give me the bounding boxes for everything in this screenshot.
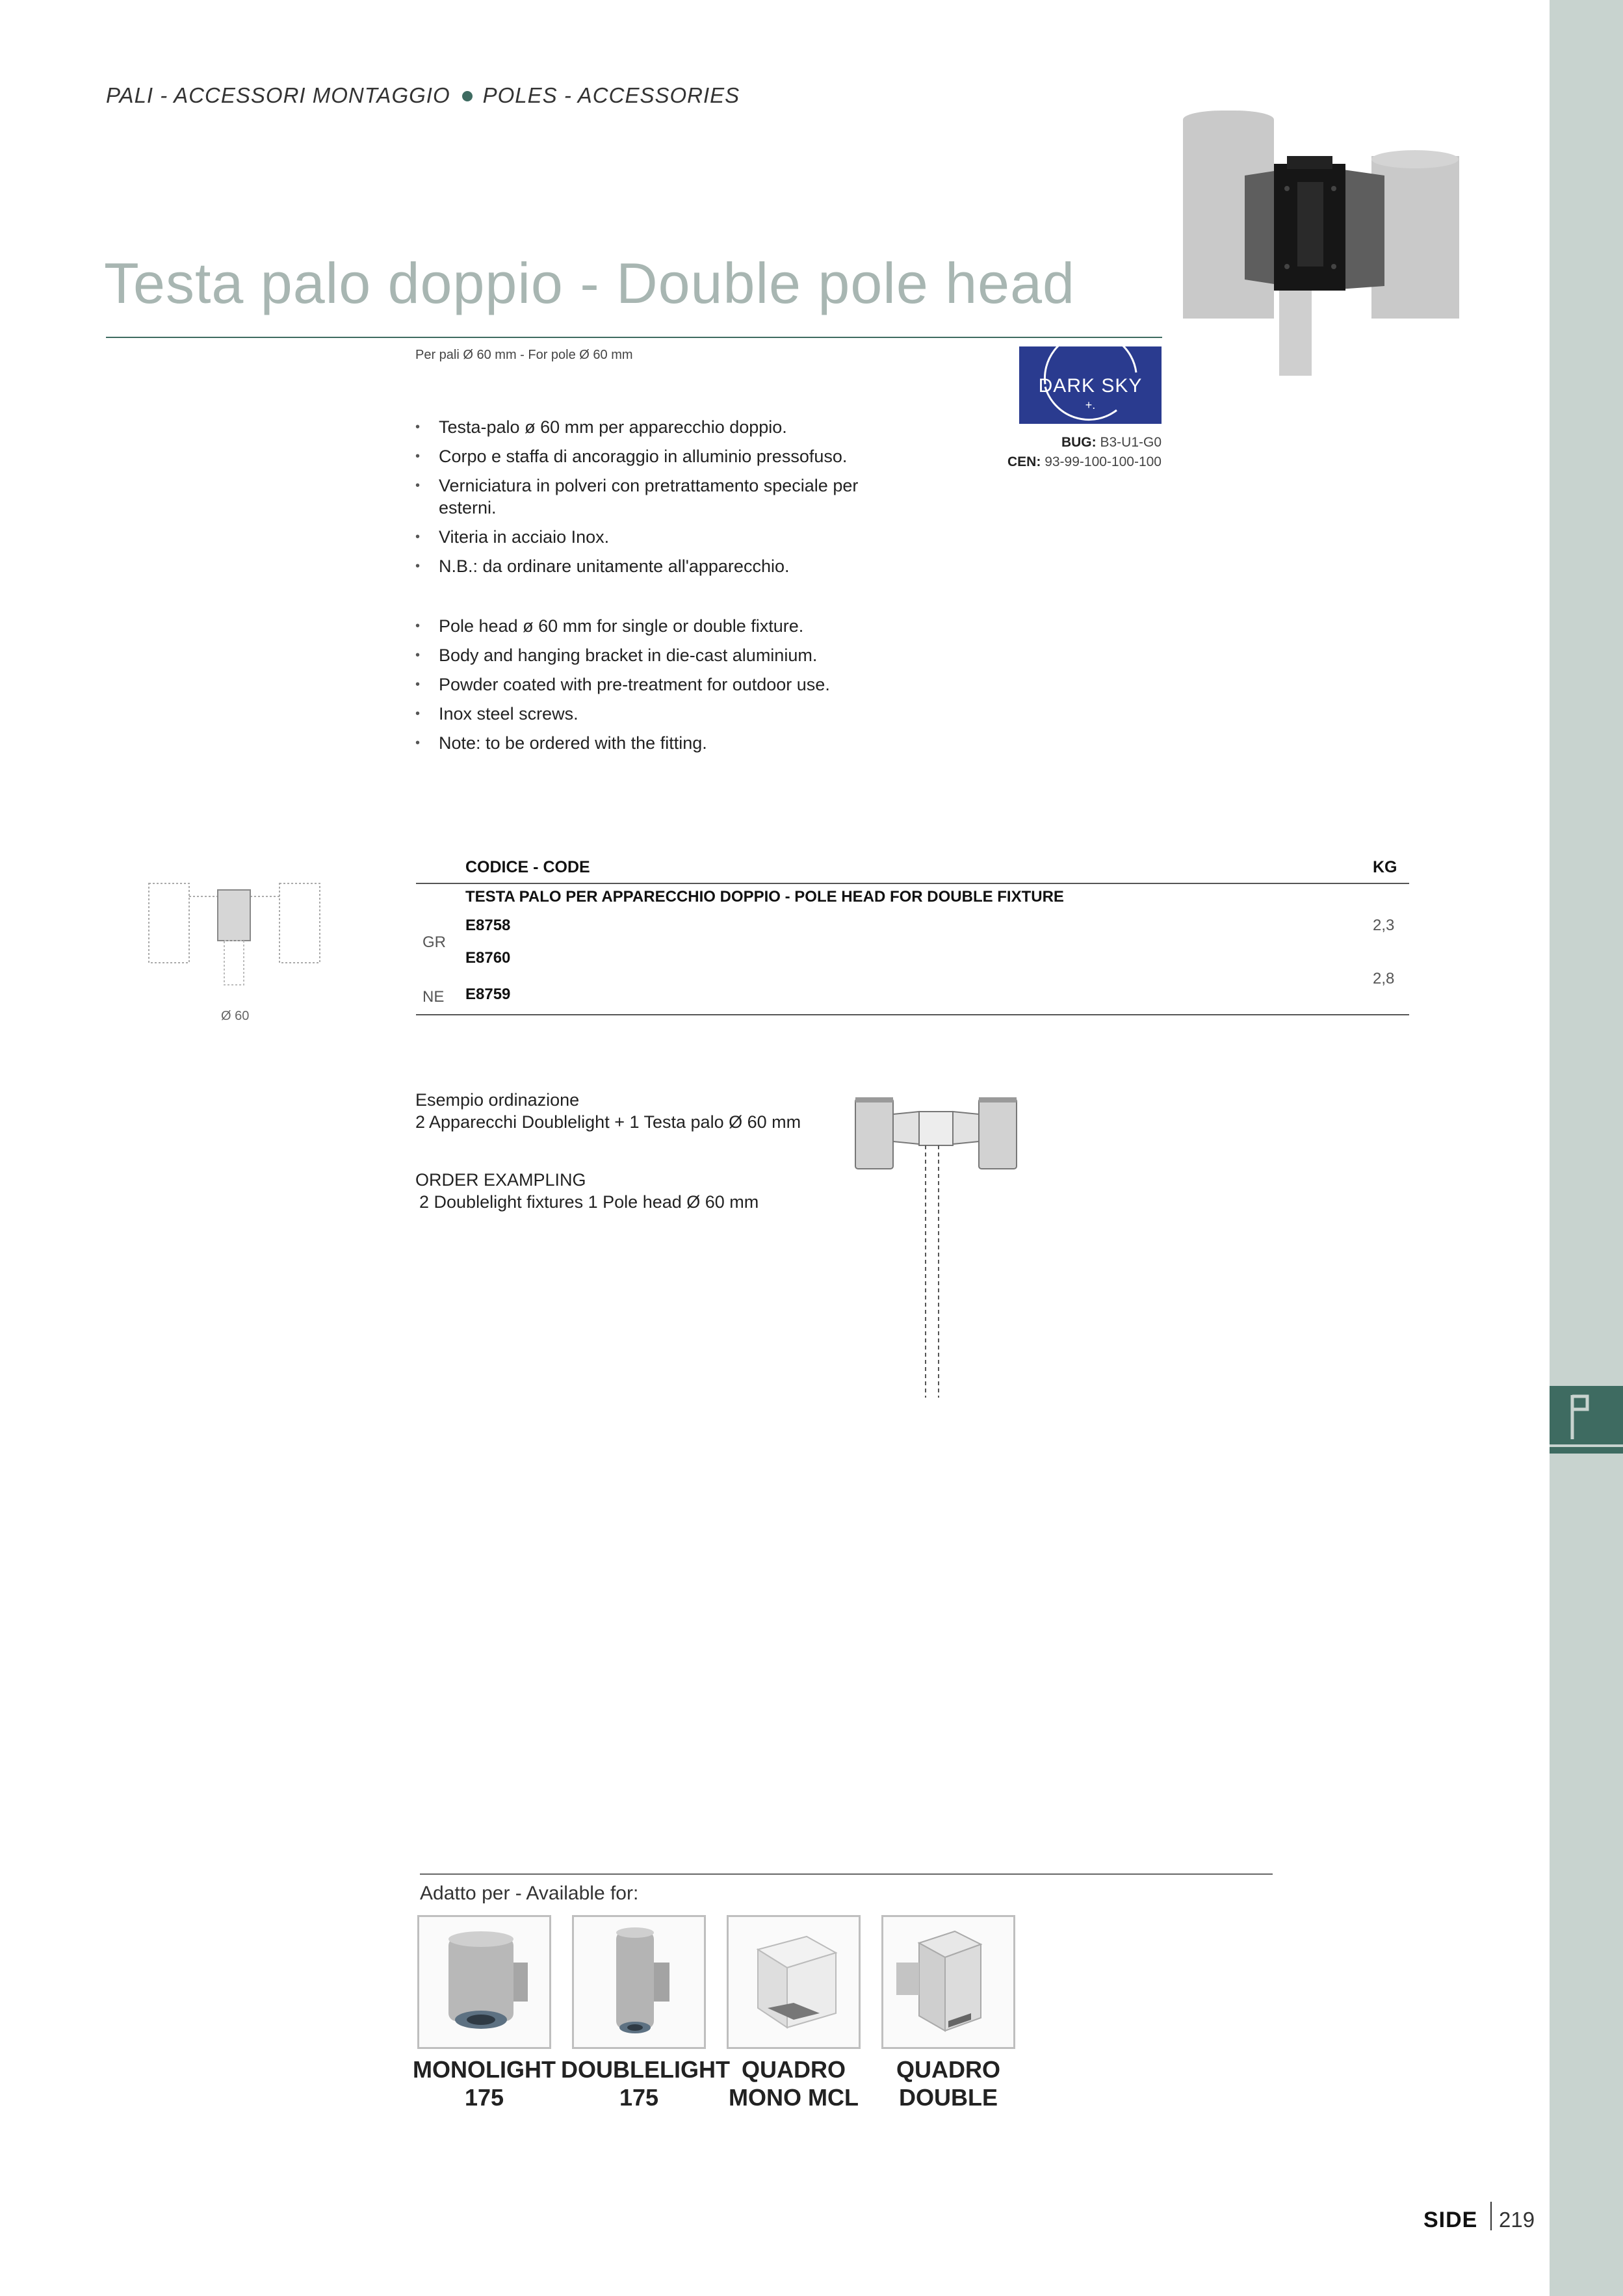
feature-item: • Corpo e staffa di ancoraggio in alluminio pressofuso. [415,445,890,467]
page-title: Testa palo doppio - Double pole head [104,251,1075,315]
quadro-double-icon [883,1917,1013,2047]
example-en-text: 2 Doublelight fixtures 1 Pole head Ø 60 mm [419,1192,759,1212]
product-name-line1: DOUBLELIGHT [561,2056,730,2083]
product-name [716,2055,872,2111]
product-name-line1: MONOLIGHT [413,2056,556,2083]
section-tab[interactable] [1550,1386,1623,1459]
example-en-title: ORDER EXAMPLING [415,1170,586,1190]
table-divider [416,1014,1409,1015]
feature-item: • N.B.: da ordinare unitamente all'apparecchio. [415,555,890,577]
bullet-dot [462,91,473,101]
row-code: E8759 [465,985,511,1003]
feature-item: • Inox steel screws. [415,703,890,725]
right-sidebar [1550,0,1623,2296]
bug-value: B3-U1-G0 [1100,435,1162,450]
product-name-line2: MONO MCL [729,2084,859,2111]
row-finish: NE [422,988,445,1006]
available-divider [420,1873,1273,1875]
feature-item: • Note: to be ordered with the fitting. [415,732,890,754]
table-row [465,917,510,935]
product-doublelight[interactable] [572,1915,706,2049]
table-divider [416,883,1409,884]
features-it [415,416,890,584]
product-photo [1183,104,1462,377]
feature-item: • Powder coated with pre-treatment for outdoor use. [415,673,890,696]
product-name-line2: DOUBLE [899,2084,998,2111]
cen-rating [975,452,1162,472]
group-title [465,888,1064,906]
order-example [415,1089,818,1213]
doublelight-icon [574,1917,704,2047]
row-kg: 2,3 [1373,917,1395,934]
available-label: Adatto per - Available for: [420,1883,639,1904]
feature-item: • Testa-palo ø 60 mm per apparecchio doppio. [415,416,890,438]
cen-label: CEN: [1007,454,1041,469]
feature-item: • Verniciatura in polveri con pretrattamento speciale per esterni. [415,475,890,519]
row-finish: GR [422,933,446,951]
code-table [416,855,1409,1018]
order-example-drawing [851,1092,1020,1401]
footer-separator [1490,2202,1492,2230]
feature-item: • Viteria in acciaio Inox. [415,526,890,548]
dark-sky-badge [1019,346,1162,424]
bug-rating [975,433,1162,452]
dark-sky-stars: +. [1085,398,1096,411]
row-kg: 2,8 [1373,970,1395,987]
header-code: CODICE - CODE [465,858,590,876]
table-row [465,985,510,1004]
photometric-rating [975,433,1162,472]
breadcrumb-it: PALI - ACCESSORI MONTAGGIO [106,83,450,107]
group-title-text: TESTA PALO PER APPARECCHIO DOPPIO - POLE HEAD FOR DOUBLE FIXTURE [465,888,1064,906]
features-en [415,615,890,761]
row-code: E8758 [465,917,511,934]
product-name [870,2055,1026,2111]
product-quadro-mono[interactable] [727,1915,861,2049]
cen-value: 93-99-100-100-100 [1045,454,1162,469]
header-kg: KG [1373,858,1397,876]
product-name-line2: 175 [619,2084,659,2111]
product-name-line1: QUADRO [896,2056,1000,2083]
brand-name: SIDE [1423,2208,1478,2232]
title-divider [106,337,1162,338]
example-it-title: Esempio ordinazione [415,1090,580,1110]
quadro-mono-icon [729,1917,859,2047]
feature-item: • Pole head ø 60 mm for single or double fixture. [415,615,890,637]
pole-icon [1550,1386,1623,1459]
row-code: E8760 [465,949,511,967]
subtitle: Per pali Ø 60 mm - For pole Ø 60 mm [415,348,633,362]
dark-sky-text: DARK SKY [1038,375,1143,397]
product-name-line1: QUADRO [742,2056,846,2083]
feature-item: • Body and hanging bracket in die-cast aluminium. [415,644,890,666]
example-it-text: 2 Apparecchi Doublelight + 1 Testa palo Ø 60 mm [415,1112,801,1132]
bug-label: BUG: [1061,435,1097,450]
breadcrumb [106,83,740,108]
breadcrumb-en: POLES - ACCESSORIES [482,83,740,107]
product-name [406,2055,562,2111]
product-monolight[interactable] [417,1915,551,2049]
drawing-diameter-label: Ø 60 [221,1009,250,1023]
monolight-icon [419,1917,549,2047]
product-name-line2: 175 [464,2084,504,2111]
product-name [561,2055,730,2111]
table-row [465,949,510,967]
product-quadro-double[interactable] [881,1915,1015,2049]
page-number: 219 [1499,2208,1535,2232]
